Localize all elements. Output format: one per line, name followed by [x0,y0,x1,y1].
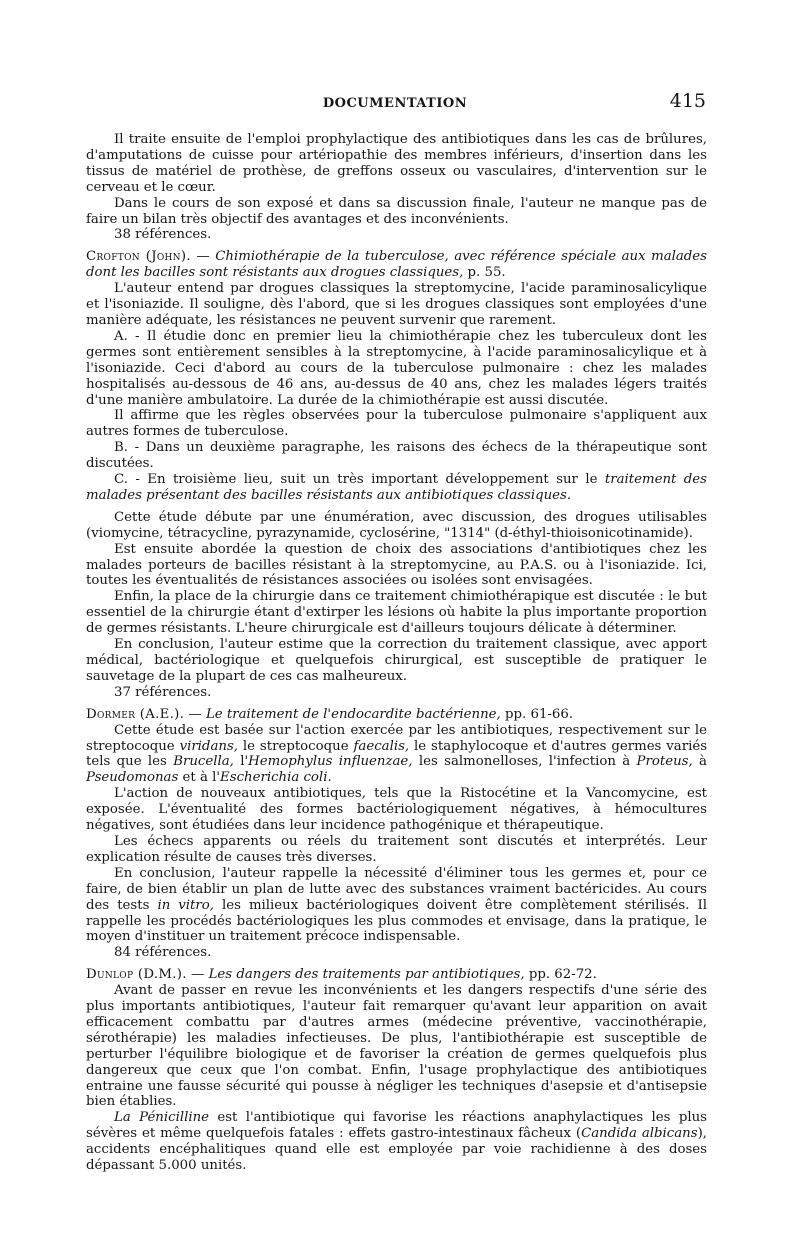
paragraph [86,472,707,504]
document-body [86,132,707,1174]
entry-title: Chimiothérapie de la tuberculose, avec référence spéciale aux malades dont les bacilles sont résistants aux drogues classiques, [86,249,708,281]
italic-span: in vitro, [157,897,214,913]
paragraph [86,866,707,946]
italic-span: Pseudomonas [86,770,179,786]
paragraph: Est ensuite abordée la question de choix des associations d'antibiotiques chez les malades porteurs de bacilles résistant à la streptomycine, au P.A.S. ou à l'isoniazide. Ici, toutes les éventualités de résistances associées ou isolées sont envisagées. [86,541,707,589]
text-span: ), accidents encéphalitiques quand elle est employée par voie rachidienne à des doses dépassant 5.000 unités. [86,1126,707,1174]
bibliography-entry-dormer: Dormer (A.E.). — Le traitement de l'endocardite bactérienne, pp. 61-66. [86,706,574,722]
entry-title: Le traitement de l'endocardite bactérienne, [205,706,501,722]
paragraph [86,1110,707,1174]
text-span: C. - En troisième lieu, suit un très important développement sur le [114,472,598,488]
text-span: est l'antibiotique qui favorise les réactions anaphylactiques les plus sévères et même quelquefois fatales : effets gastro-intestinaux fâcheux ( [86,1110,707,1142]
italic-span: Candida albicans [581,1126,698,1142]
bibliography-entry-dunlop: Dunlop (D.M.). — Les dangers des traitements par antibiotiques, pp. 62-72. [86,967,597,983]
italic-span: Brucella, [173,754,234,770]
bibliography-entry-crofton: Crofton (John). — Chimiothérapie de la tuberculose, avec référence spéciale aux malades dont les bacilles sont résistants aux drogues classiques, p. 55. [86,249,708,281]
text-span: et à l' [182,770,221,786]
entry-pages: p. 55. [467,265,506,281]
paragraph: Les échecs apparents ou réels du traitement sont discutés et interprétés. Leur explication résulte de causes très diverses. [86,833,707,865]
paragraph: A. - Il étudie donc en premier lieu la chimiothérapie chez les tuberculeux dont les germes sont entièrement sensibles à la streptomycine, à l'acide paraminosalicylique et à l'isoniazide. Ceci d'abord au cours de la tuberculose pulmonaire : chez les malades hospitalisés au-dessous de 46 ans, au-dessus de 40 ans, chez les malades légers traités d'une manière ambulatoire. La durée de la chimiothérapie est aussi discutée. [86,328,707,408]
paragraph: Cette étude débute par une énumération, avec discussion, des drogues utilisables (viomycine, tétracycline, pyrazynamide, cyclosérine, "1314" (d-éthyl-thioisonicotinamide). [86,509,707,541]
entry-author: Dormer (A.E.). [86,706,185,722]
italic-span: Proteus, [636,754,693,770]
text-span: Cette étude est basée sur l'action exercée par les antibiotiques, respectivement sur le streptocoque [86,722,707,754]
paragraph: En conclusion, l'auteur estime que la correction du traitement classique, avec apport médical, bactériologique et quelquefois chirurgical, est susceptible de pratiquer le sauvetage de la plupart de ces cas malheureux. [86,637,707,684]
text-span: à [699,754,707,770]
paragraph: Dans le cours de son exposé et dans sa discussion finale, l'auteur ne manque pas de faire un bilan très objectif des avantages et des inconvénients. [86,195,707,227]
text-span: l' [240,754,249,770]
paragraph: Il traite ensuite de l'emploi prophylactique des antibiotiques dans les cas de brûlures, d'amputations de cuisse pour artériopathie des membres inférieurs, d'insertion dans les tissus de matériel de prothèse, de greffons osseux ou vasculaires, d'intervention sur le cerveau et le cœur. [86,132,707,195]
text-span: En conclusion, l'auteur rappelle la nécessité d'éliminer tous les germes et, pour ce faire, de bien établir un plan de lutte avec des substances vraiment bactéricides. Au cours des tests [86,865,707,913]
paragraph: L'action de nouveaux antibiotiques, tels que la Ristocétine et la Vancomycine, est exposée. L'éventualité des formes bactériologiquement négatives, à hémocultures négatives, sont étudiées dans leur incidence pathogénique et thérapeutique. [86,786,707,834]
italic-span: La Pénicilline [114,1110,210,1126]
paragraph [86,723,707,787]
italic-span: Escherichia coli. [220,770,332,786]
entry-author: Dunlop (D.M.). [86,967,187,983]
text-span: les salmonelloses, l'infection à [418,754,631,770]
running-header [86,90,704,116]
text-span: le streptocoque [242,738,349,754]
references-count: 84 références. [114,945,212,961]
references-count: 37 références. [114,684,212,700]
italic-span: viridans, [179,738,238,754]
italic-span: traitement des malades présentant des bacilles résistants aux antibiotiques classiques. [86,472,707,503]
paragraph: L'auteur entend par drogues classiques la streptomycine, l'acide paraminosalicylique et l'isoniazide. Il souligne, dès l'abord, que si les drogues classiques sont employées d'une manière adéquate, les résistances ne peuvent survenir que rarement. [86,281,707,328]
italic-span: Hemophylus influenzae, [248,754,413,770]
page-number: 415 [669,90,706,112]
entry-author: Crofton (John). [86,249,191,265]
italic-span: faecalis, [353,738,410,754]
header-title: DOCUMENTATION [322,96,468,111]
paragraph: Il affirme que les règles observées pour la tuberculose pulmonaire s'appliquent aux autres formes de tuberculose. [86,408,707,440]
references-count: 38 références. [114,227,212,243]
paragraph: B. - Dans un deuxième paragraphe, les raisons des échecs de la thérapeutique sont discutées. [86,440,707,472]
entry-pages: pp. 62-72. [528,967,597,983]
entry-pages: pp. 61-66. [505,706,574,722]
paragraph: Avant de passer en revue les inconvénients et les dangers respectifs d'une série des plus importants antibiotiques, l'auteur fait remarquer qu'avant leur apparition on avait efficacement combattu par d'autres armes (médecine préventive, vaccinothérapie, sérothérapie) les maladies infectieuses. De plus, l'antibiothérapie est susceptible de perturber l'équilibre biologique et de favoriser la création de germes quelquefois plus dangereux que ceux que l'on combat. Enfin, l'usage prophylactique des antibiotiques entraine une fausse sécurité qui pousse à négliger les techniques d'asepsie et d'antisepsie bien établies. [86,983,707,1110]
entry-title: Les dangers des traitements par antibiotiques, [208,967,525,983]
text-span: le staphylocoque et d'autres germes variés tels que les [86,738,708,770]
text-span: les milieux bactériologiques doivent être complètement stérilisés. Il rappelle les procédés bactériologiques les plus commodes et envisage, dans la pratique, le moyen d'instituer un traitement précoce indispensable. [86,897,707,945]
paragraph: Enfin, la place de la chirurgie dans ce traitement chimiothérapique est discutée : le but essentiel de la chirurgie étant d'extirper les lésions où habite la plus importante proportion de germes résistants. L'heure chirurgicale est d'ailleurs toujours délicate à déterminer. [86,589,707,637]
